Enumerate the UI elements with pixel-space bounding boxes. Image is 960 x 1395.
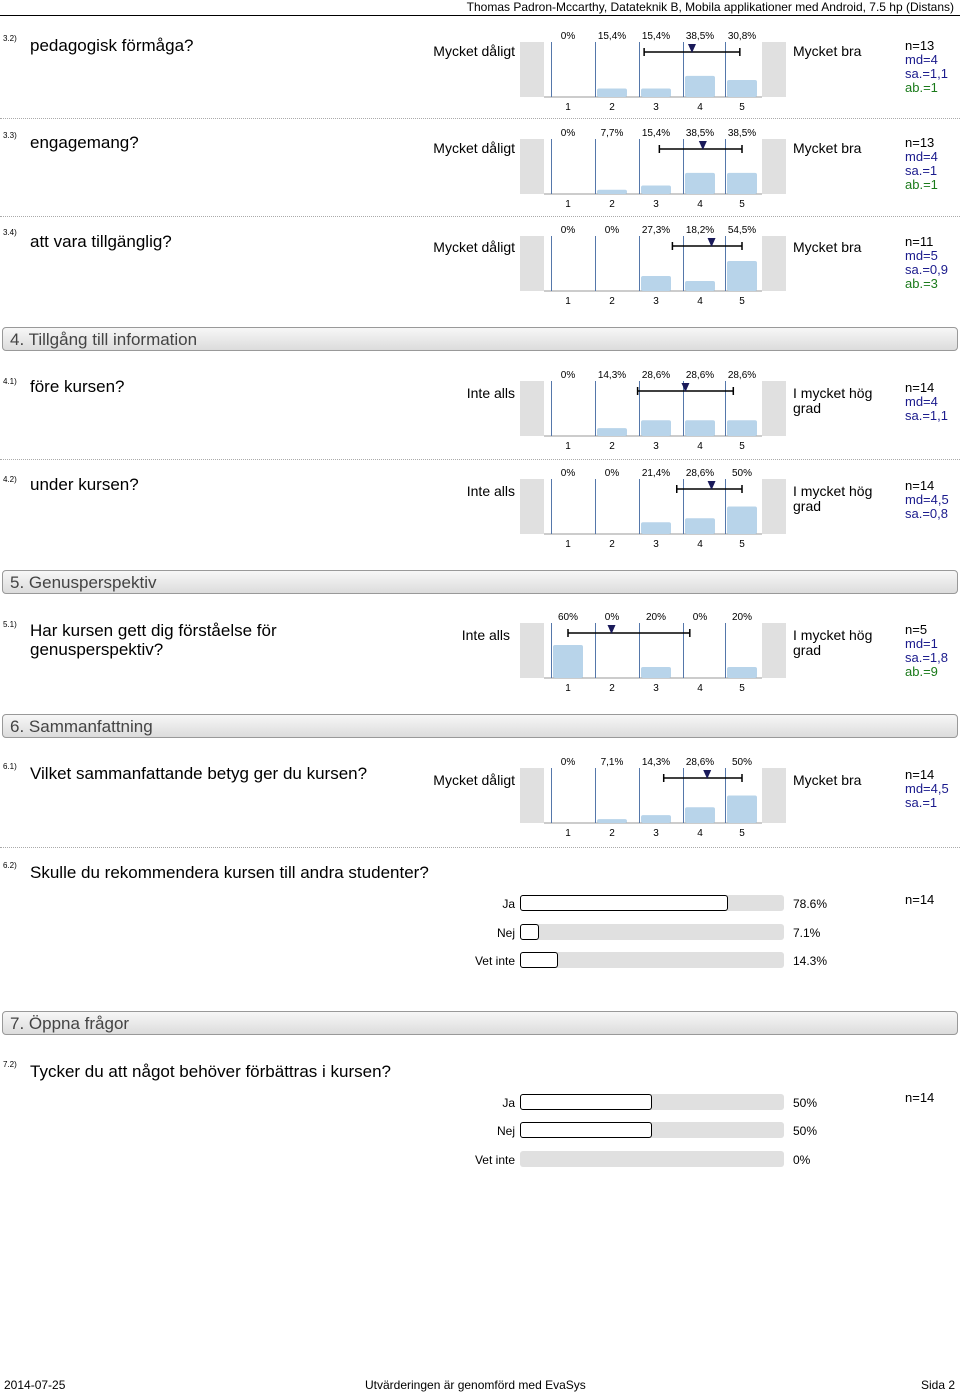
scale-right-label: I mycket hög grad: [793, 483, 873, 514]
histogram-bar: [597, 428, 627, 436]
scale-left-pad: [520, 479, 544, 534]
question-number: 5.1): [3, 620, 17, 629]
scale-left-label: Mycket dåligt: [433, 140, 515, 156]
question-number: 4.1): [3, 377, 17, 386]
scale-right-label: I mycket hög grad: [793, 627, 873, 658]
scale-tick-label: 4: [697, 296, 703, 306]
page-header: Thomas Padron-Mccarthy, Datateknik B, Mobila applikationer med Android, 7.5 hp (Distans): [466, 0, 954, 14]
percent-label: 38,5%: [685, 31, 715, 42]
histogram-bar: [727, 173, 757, 194]
percent-label: 0%: [560, 128, 576, 139]
stat-n: n=14: [905, 380, 935, 395]
section-header: [2, 1011, 958, 1035]
percent-label: 0%: [604, 225, 620, 236]
scale-left-label: Mycket dåligt: [433, 43, 515, 59]
percent-label: 28,6%: [727, 370, 757, 381]
stats-box: [905, 768, 949, 810]
histogram-bar: [641, 276, 671, 291]
percent-label: 20%: [731, 612, 753, 623]
scale-tick-label: 2: [609, 441, 615, 451]
histogram-bar: [727, 667, 757, 678]
stat-median: md=4,5: [905, 492, 949, 507]
percent-label: 27,3%: [641, 225, 671, 236]
scale-right-pad: [762, 139, 786, 194]
scale-tick-label: 4: [697, 441, 703, 451]
scale-tick-label: 5: [739, 199, 745, 209]
question-separator: [0, 118, 960, 119]
stat-n: n=14: [905, 1090, 935, 1105]
scale-right-pad: [762, 236, 786, 291]
scale-tick-label: 3: [653, 199, 659, 209]
percent-label: 0%: [692, 612, 708, 623]
percent-label: 28,6%: [685, 370, 715, 381]
stat-abstain: ab.=9: [905, 664, 938, 679]
histogram-bar: [597, 190, 627, 194]
question-number: 3.3): [3, 131, 17, 140]
scale-tick-label: 2: [609, 199, 615, 209]
stat-sd: sa.=0,9: [905, 262, 949, 277]
option-label: Nej: [496, 926, 515, 940]
stat-sd: sa.=1: [905, 795, 938, 810]
histogram-bar: [641, 89, 671, 97]
scale-left-pad: [520, 768, 544, 823]
percent-label: 28,6%: [685, 468, 715, 479]
histogram-bar: [685, 518, 715, 534]
scale-tick-label: 2: [609, 102, 615, 112]
question-separator: [0, 847, 960, 848]
scale-tick-label: 1: [565, 199, 571, 209]
stats-box: [905, 479, 949, 521]
stat-median: md=4: [905, 52, 938, 67]
option-percent: 0%: [793, 1153, 811, 1167]
percent-label: 14,3%: [597, 370, 627, 381]
question-separator: [0, 459, 960, 460]
histogram-bar: [553, 645, 583, 678]
histogram-bar: [685, 76, 715, 97]
stat-median: md=4,5: [905, 781, 949, 796]
stat-sd: sa.=1: [905, 163, 938, 178]
histogram-bar: [727, 796, 757, 824]
scale-right-label: Mycket bra: [793, 239, 862, 255]
section-title: 5. Genusperspektiv: [10, 573, 157, 592]
histogram-bar: [685, 173, 715, 194]
stat-sd: sa.=0,8: [905, 506, 949, 521]
stats-box: [905, 381, 948, 423]
histogram-bar: [641, 186, 671, 194]
histogram: [520, 467, 790, 549]
option-fill: [520, 952, 558, 968]
histogram: [520, 369, 790, 451]
percent-label: 60%: [557, 612, 579, 623]
header-divider: [0, 15, 960, 16]
percent-label: 28,6%: [641, 370, 671, 381]
scale-tick-label: 2: [609, 828, 615, 838]
histogram-bar: [685, 281, 715, 291]
percent-label: 0%: [604, 612, 620, 623]
scale-tick-label: 4: [697, 683, 703, 693]
scale-tick-label: 1: [565, 539, 571, 549]
histogram-bar: [727, 420, 757, 436]
question-text: före kursen?: [30, 377, 125, 396]
option-label: Ja: [502, 1096, 515, 1110]
stats-box: [905, 136, 938, 192]
question-text: pedagogisk förmåga?: [30, 36, 194, 55]
section-header: [2, 714, 958, 738]
percent-label: 38,5%: [727, 128, 757, 139]
percent-label: 7,7%: [600, 128, 624, 139]
option-track: [520, 1151, 784, 1167]
scale-tick-label: 5: [739, 683, 745, 693]
option-percent: 78.6%: [793, 897, 828, 911]
scale-right-label: Mycket bra: [793, 140, 862, 156]
histogram-bar: [641, 815, 671, 823]
option-percent: 14.3%: [793, 954, 828, 968]
percent-label: 50%: [731, 468, 753, 479]
scale-left-pad: [520, 381, 544, 436]
scale-right-label: I mycket hög grad: [793, 385, 873, 416]
percent-label: 20%: [645, 612, 667, 623]
scale-tick-label: 1: [565, 102, 571, 112]
percent-label: 15,4%: [641, 31, 671, 42]
histogram: [520, 756, 790, 838]
footer-date: 2014-07-25: [4, 1378, 66, 1392]
option-percent: 7.1%: [793, 926, 821, 940]
scale-tick-label: 1: [565, 828, 571, 838]
stat-n: n=13: [905, 38, 935, 53]
scale-tick-label: 5: [739, 828, 745, 838]
histogram-bar: [727, 80, 757, 97]
scale-right-pad: [762, 42, 786, 97]
histogram: [520, 611, 790, 693]
option-track: [520, 952, 784, 968]
footer-page: Sida 2: [921, 1378, 956, 1392]
option-label: Ja: [502, 897, 515, 911]
stat-sd: sa.=1,8: [905, 650, 949, 665]
percent-label: 15,4%: [641, 128, 671, 139]
scale-tick-label: 3: [653, 441, 659, 451]
question-number: 4.2): [3, 475, 17, 484]
stat-n: n=11: [905, 234, 934, 249]
scale-tick-label: 2: [609, 683, 615, 693]
stat-n: n=14: [905, 478, 935, 493]
stat-n: n=5: [905, 622, 928, 637]
stat-median: md=5: [905, 248, 938, 263]
percent-label: 50%: [731, 757, 753, 768]
histogram-bar: [727, 261, 757, 291]
scale-right-pad: [762, 381, 786, 436]
stat-abstain: ab.=3: [905, 276, 938, 291]
option-label: Nej: [496, 1124, 515, 1138]
stat-median: md=4: [905, 149, 938, 164]
scale-left-label: Inte alls: [466, 385, 515, 401]
question-separator: [0, 216, 960, 217]
option-fill: [520, 1122, 652, 1138]
histogram: [520, 30, 790, 112]
scale-tick-label: 4: [697, 102, 703, 112]
histogram: [520, 127, 790, 209]
scale-tick-label: 2: [609, 539, 615, 549]
stat-median: md=1: [905, 636, 938, 651]
percent-label: 0%: [560, 31, 576, 42]
scale-left-pad: [520, 623, 544, 678]
question-number: 6.1): [3, 762, 17, 771]
scale-tick-label: 5: [739, 441, 745, 451]
question-text: att vara tillgänglig?: [30, 232, 172, 251]
stat-abstain: ab.=1: [905, 80, 938, 95]
percent-label: 0%: [560, 468, 576, 479]
question-text: Har kursen gett dig förståelse för genusperspektiv?: [30, 621, 277, 659]
option-label: Vet inte: [474, 1153, 515, 1167]
stat-n: n=14: [905, 892, 935, 907]
stat-n: n=14: [905, 767, 935, 782]
scale-tick-label: 3: [653, 683, 659, 693]
scale-left-pad: [520, 139, 544, 194]
question-number: 3.4): [3, 228, 17, 237]
option-track: [520, 924, 784, 940]
section-title: 6. Sammanfattning: [10, 717, 153, 736]
question-text: under kursen?: [30, 475, 139, 494]
histogram-bar: [641, 667, 671, 678]
scale-tick-label: 5: [739, 102, 745, 112]
stat-sd: sa.=1,1: [905, 408, 949, 423]
scale-tick-label: 4: [697, 828, 703, 838]
section-title: 7. Öppna frågor: [10, 1014, 130, 1033]
option-fill: [520, 924, 539, 940]
footer-center: Utvärderingen är genomförd med EvaSys: [365, 1378, 586, 1392]
percent-label: 30,8%: [727, 31, 757, 42]
scale-left-label: Mycket dåligt: [433, 239, 515, 255]
option-fill: [520, 1094, 652, 1110]
scale-right-pad: [762, 479, 786, 534]
scale-tick-label: 5: [739, 296, 745, 306]
scale-right-pad: [762, 623, 786, 678]
option-percent: 50%: [793, 1124, 818, 1138]
scale-tick-label: 1: [565, 683, 571, 693]
question-number: 3.2): [3, 34, 17, 43]
histogram-bar: [685, 807, 715, 823]
scale-tick-label: 3: [653, 296, 659, 306]
stats-box: [905, 235, 948, 291]
percent-label: 0%: [560, 370, 576, 381]
scale-left-label: Inte alls: [461, 627, 510, 643]
percent-label: 54,5%: [727, 225, 757, 236]
scale-left-label: Inte alls: [466, 483, 515, 499]
scale-tick-label: 1: [565, 441, 571, 451]
histogram-bar: [641, 522, 671, 534]
stat-n: n=13: [905, 135, 935, 150]
scale-right-label: Mycket bra: [793, 772, 862, 788]
scale-tick-label: 1: [565, 296, 571, 306]
scale-tick-label: 5: [739, 539, 745, 549]
question-text: Vilket sammanfattande betyg ger du kursen?: [30, 764, 368, 783]
percent-label: 15,4%: [597, 31, 627, 42]
percent-label: 14,3%: [641, 757, 671, 768]
scale-tick-label: 4: [697, 539, 703, 549]
question-text: Skulle du rekommendera kursen till andra studenter?: [30, 863, 429, 882]
section-header: [2, 327, 958, 351]
scale-left-pad: [520, 236, 544, 291]
option-label: Vet inte: [474, 954, 515, 968]
question-number: 6.2): [3, 861, 17, 870]
question-text: Tycker du att något behöver förbättras i kursen?: [30, 1062, 391, 1081]
histogram-bar: [727, 507, 757, 535]
percent-label: 7,1%: [600, 757, 624, 768]
histogram-bar: [597, 89, 627, 97]
scale-left-label: Mycket dåligt: [433, 772, 515, 788]
scale-tick-label: 2: [609, 296, 615, 306]
scale-right-pad: [762, 768, 786, 823]
stat-abstain: ab.=1: [905, 177, 938, 192]
question-number: 7.2): [3, 1060, 17, 1069]
scale-tick-label: 4: [697, 199, 703, 209]
option-percent: 50%: [793, 1096, 818, 1110]
stats-box: [905, 39, 948, 95]
stats-box: [905, 623, 948, 679]
section-header: [2, 570, 958, 594]
question-text: engagemang?: [30, 133, 139, 152]
option-fill: [520, 895, 728, 911]
stat-sd: sa.=1,1: [905, 66, 949, 81]
scale-tick-label: 3: [653, 828, 659, 838]
scale-right-label: Mycket bra: [793, 43, 862, 59]
percent-label: 21,4%: [641, 468, 671, 479]
stat-median: md=4: [905, 394, 938, 409]
percent-label: 28,6%: [685, 757, 715, 768]
percent-label: 18,2%: [685, 225, 715, 236]
histogram-bar: [685, 420, 715, 436]
histogram-bar: [597, 819, 627, 823]
percent-label: 38,5%: [685, 128, 715, 139]
scale-tick-label: 3: [653, 102, 659, 112]
scale-left-pad: [520, 42, 544, 97]
percent-label: 0%: [560, 225, 576, 236]
scale-tick-label: 3: [653, 539, 659, 549]
section-title: 4. Tillgång till information: [10, 330, 198, 349]
percent-label: 0%: [560, 757, 576, 768]
histogram-bar: [641, 420, 671, 436]
histogram: [520, 224, 790, 306]
percent-label: 0%: [604, 468, 620, 479]
